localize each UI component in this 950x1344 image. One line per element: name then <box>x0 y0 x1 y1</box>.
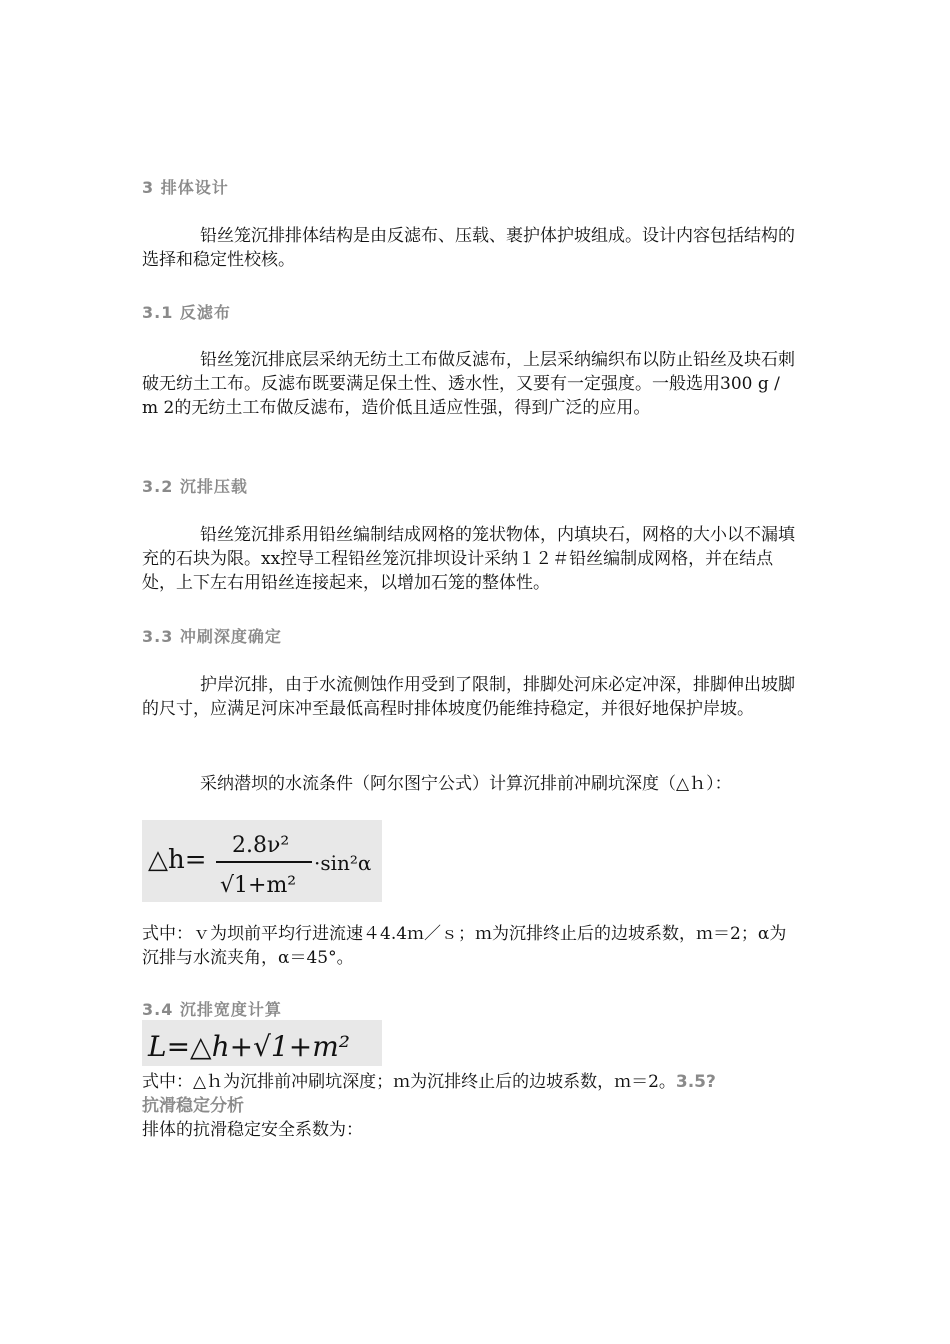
scour-depth-formula-image <box>142 820 382 902</box>
section-3-3-heading: 3.3 冲刷深度确定 <box>142 627 282 646</box>
formula-denominator: √1+m² <box>220 873 297 898</box>
section-3-1-paragraph: 铅丝笼沉排底层采纳无纺土工布做反滤布，上层采纳编织布以防止铅丝及块石刺破无纺土工布。反滤布既要满足保土性、透水性，又要有一定强度。一般选用300 g / m 2的无纺土工布做反滤布，造价低且适应性强，得到广泛的应用。 <box>142 350 795 418</box>
width-formula-image <box>142 1020 382 1066</box>
section-3-paragraph: 铅丝笼沉排排体结构是由反滤布、压载、裹护体护坡组成。设计内容包括结构的选择和稳定性校核。 <box>142 226 795 270</box>
section-3-5-heading: 抗滑稳定分析 <box>142 1096 244 1116</box>
section-3-4-where-text: 式中：△ｈ为沉排前冲刷坑深度；ｍ为沉排终止后的边坡系数，ｍ＝2。 <box>142 1072 676 1092</box>
formula-numerator: 2.8ν² <box>232 833 290 858</box>
section-3-3-paragraph-2: 采纳潜坝的水流条件（阿尔图宁公式）计算沉排前冲刷坑深度（△ｈ）： <box>200 774 732 794</box>
section-3-2-heading: 3.2 沉排压载 <box>142 477 248 496</box>
section-3-4-heading: 3.4 沉排宽度计算 <box>142 1000 282 1019</box>
section-3-3-where: 式中：ｖ为坝前平均行进流速４4.4ｍ／ｓ；ｍ为沉排终止后的边坡系数，ｍ＝2；α为沉排与水流夹角，α＝45°。 <box>142 924 787 968</box>
width-formula-text: L=△h+√1+m² <box>148 1030 350 1063</box>
section-3-5-paragraph: 排体的抗滑稳定安全系数为： <box>142 1120 363 1140</box>
section-3-5-number: 3.5? <box>675 1072 716 1092</box>
section-3-4-where <box>142 1070 800 1118</box>
formula-lhs: △h= <box>148 845 207 875</box>
section-3-1-heading: 3.1 反滤布 <box>142 303 231 322</box>
formula-rhs: ·sin²α <box>314 851 372 875</box>
section-3-heading: 3 排体设计 <box>142 178 229 197</box>
section-3-2-paragraph: 铅丝笼沉排系用铅丝编制结成网格的笼状物体，内填块石，网格的大小以不漏填充的石块为限。xx控导工程铅丝笼沉排坝设计采纳１２＃铅丝编制成网格，并在结点处，上下左右用铅丝连接起来，以增加石笼的整体性。 <box>142 525 795 593</box>
section-3-3-paragraph-1: 护岸沉排，由于水流侧蚀作用受到了限制，排脚处河床必定冲深，排脚伸出坡脚的尺寸，应满足河床冲至最低高程时排体坡度仍能维持稳定，并很好地保护岸坡。 <box>142 675 795 719</box>
